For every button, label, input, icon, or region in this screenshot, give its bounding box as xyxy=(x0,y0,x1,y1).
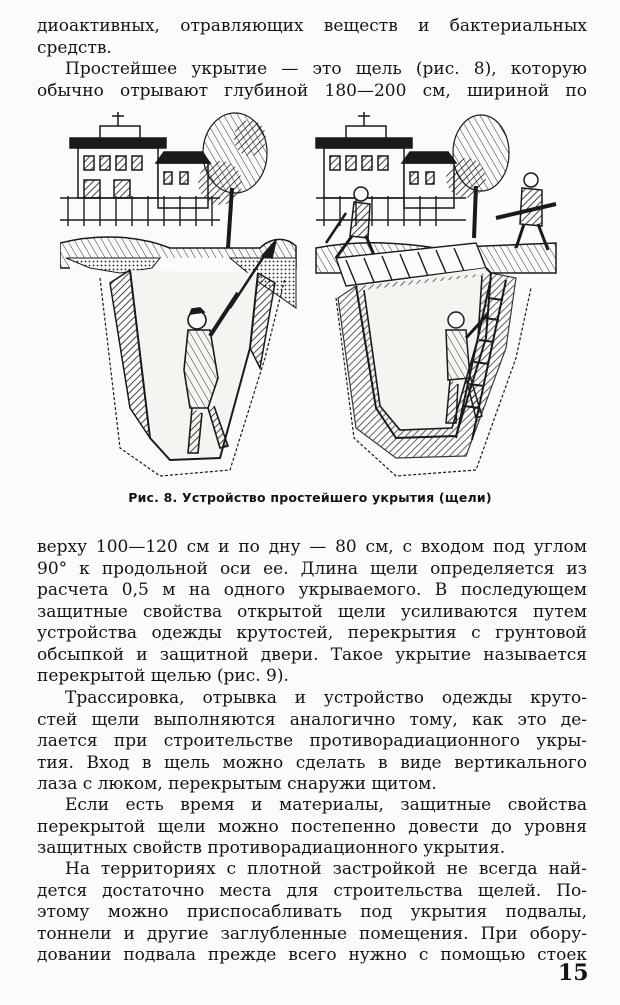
text-line: довании подвала прежде всего нужно с помощью стоек xyxy=(37,945,587,965)
text-line: защитные свойства открытой щели усиливаются путем xyxy=(37,601,587,622)
text-line: На территориях с плотной застройкой не всегда най- xyxy=(65,859,587,879)
text-line: тия. Вход в щель можно сделать в виде вертикального xyxy=(37,752,587,773)
page-number: 15 xyxy=(558,960,589,986)
paragraph-3 xyxy=(37,795,587,860)
tree-left xyxy=(198,113,267,248)
building-left xyxy=(70,112,210,208)
right-panel-covered-trench xyxy=(316,112,556,476)
text-line: верху 100—120 см и по дну — 80 см, с входом под углом xyxy=(37,537,587,557)
text-line: лаза с люком, перекрытым снаружи щитом. xyxy=(37,774,437,794)
fence-left xyxy=(60,196,220,226)
top-text xyxy=(37,16,587,102)
text-line: средств. xyxy=(37,37,112,58)
paragraph-1 xyxy=(37,537,587,688)
figure-8-illustration xyxy=(60,108,565,480)
text-line: расчета 0,5 м на одного укрываемого. В последующем xyxy=(37,580,587,600)
trench-illustration xyxy=(60,108,565,480)
text-line: Трассировка, отрывка и устройство одежды круто- xyxy=(65,688,587,708)
text-line: обсыпкой и защитной двери. Такое укрытие называется xyxy=(37,644,587,665)
text-line: устройства одежды крутостей, перекрытия с грунтовой xyxy=(37,623,587,643)
text-line: этому можно приспосабливать под укрытия подвалы, xyxy=(37,902,587,922)
figure-caption: Рис. 8. Устройство простейшего укрытия (щели) xyxy=(128,490,492,505)
text-line: дется достаточно места для строительства щелей. По- xyxy=(37,880,587,901)
text-line: стей щели выполняются аналогично тому, как это де- xyxy=(37,709,587,730)
text-line: перекрытой щелью (рис. 9). xyxy=(37,666,289,686)
text-line: защитных свойств противорадиационного укрытия. xyxy=(37,838,506,858)
text-line: Простейшее укрытие — это щель (рис. 8), которую xyxy=(65,59,587,79)
text-line: перекрытой щели можно постепенно довести до уровня xyxy=(37,816,587,837)
text-line: обычно отрывают глубиной 180—200 см, шириной по xyxy=(37,80,587,101)
paragraph-2 xyxy=(37,688,587,796)
text-line: 90° к продольной оси ее. Длина щели определяется из xyxy=(37,558,587,579)
left-panel-open-trench xyxy=(60,112,296,480)
paragraph-4 xyxy=(37,859,587,967)
text-line: диоактивных, отравляющих веществ и бактериальных xyxy=(37,16,587,36)
text-line: лается при строительстве противорадиационного укры- xyxy=(37,731,587,751)
text-line: тоннели и другие заглубленные помещения. При обору- xyxy=(37,923,587,944)
text-line: Если есть время и материалы, защитные свойства xyxy=(65,795,587,815)
building-right xyxy=(316,112,456,208)
